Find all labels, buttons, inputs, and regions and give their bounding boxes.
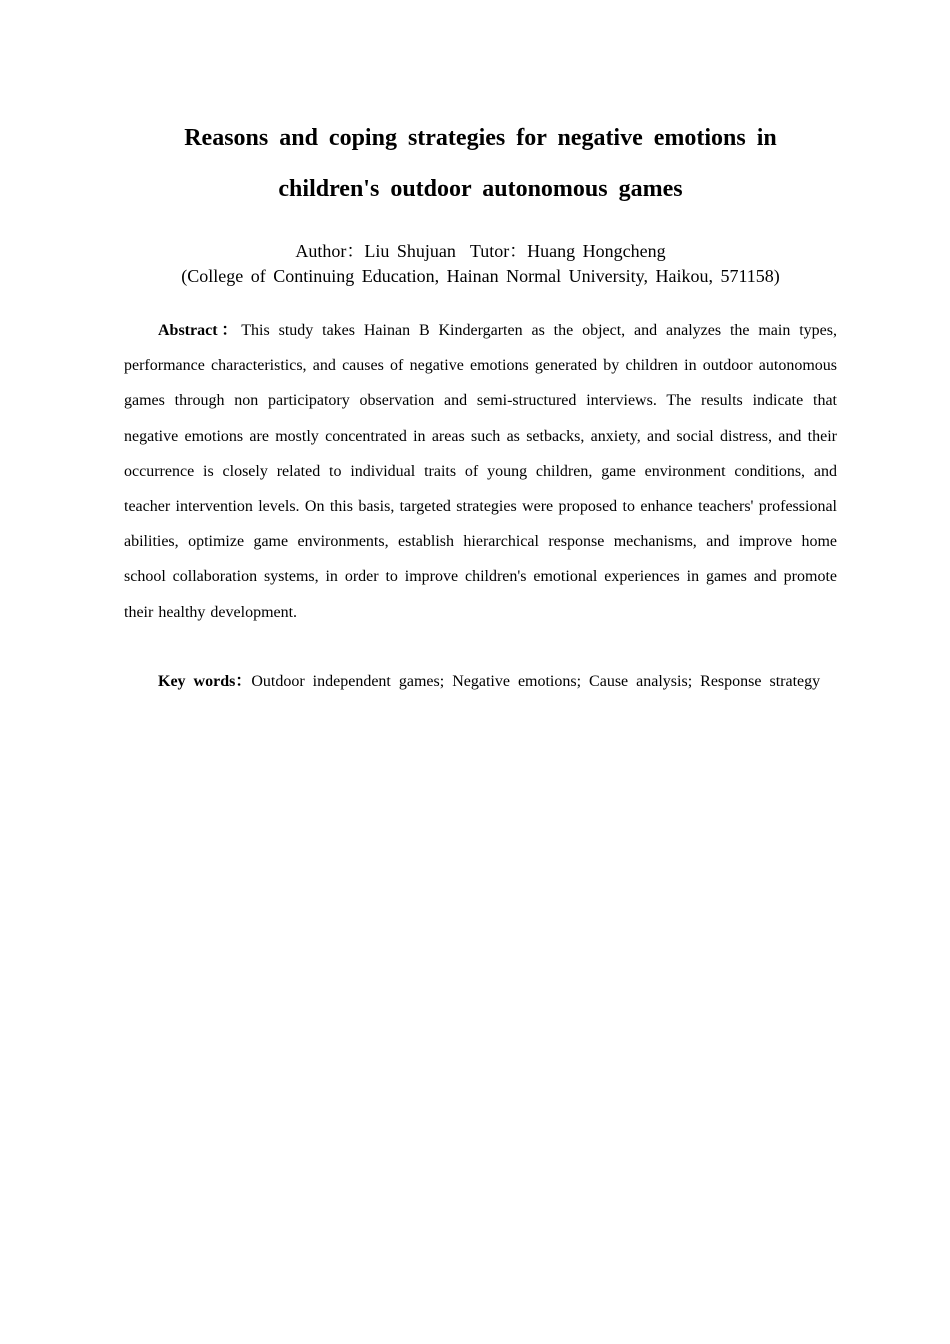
tutor: Tutor：Huang Hongcheng bbox=[469, 241, 666, 261]
keywords-label: Key words： bbox=[158, 673, 252, 690]
keywords-text: Outdoor independent games; Negative emotions; Cause analysis; Response strategy bbox=[251, 673, 821, 690]
abstract-paragraph bbox=[124, 313, 837, 630]
author-line bbox=[124, 239, 837, 263]
abstract-label: Abstract： bbox=[158, 322, 242, 339]
keywords-paragraph bbox=[124, 664, 837, 699]
title-line-2: children's outdoor autonomous games bbox=[278, 176, 683, 202]
title-line-1: Reasons and coping strategies for negative emotions in bbox=[184, 125, 777, 151]
author: Author：Liu Shujuan bbox=[295, 241, 456, 261]
affiliation: (College of Continuing Education, Hainan Normal University, Haikou, 571158) bbox=[181, 266, 780, 286]
abstract-text: This study takes Hainan B Kindergarten as the object, and analyzes the main types, performance characteristics, and causes of negative emotions generated by children in outdoor autonomous games through non participatory observation and semi-structured interviews. The results indicate that negative emotions are mostly concentrated in areas such as setbacks, anxiety, and social distress, and their occurrence is closely related to individual traits of young children, game environment conditions, and teacher intervention levels. On this basis, targeted strategies were proposed to enhance teachers' professional abilities, optimize game environments, establish hierarchical response mechanisms, and improve home school collaboration systems, in order to improve children's emotional experiences in games and promote their healthy development. bbox=[124, 322, 837, 621]
